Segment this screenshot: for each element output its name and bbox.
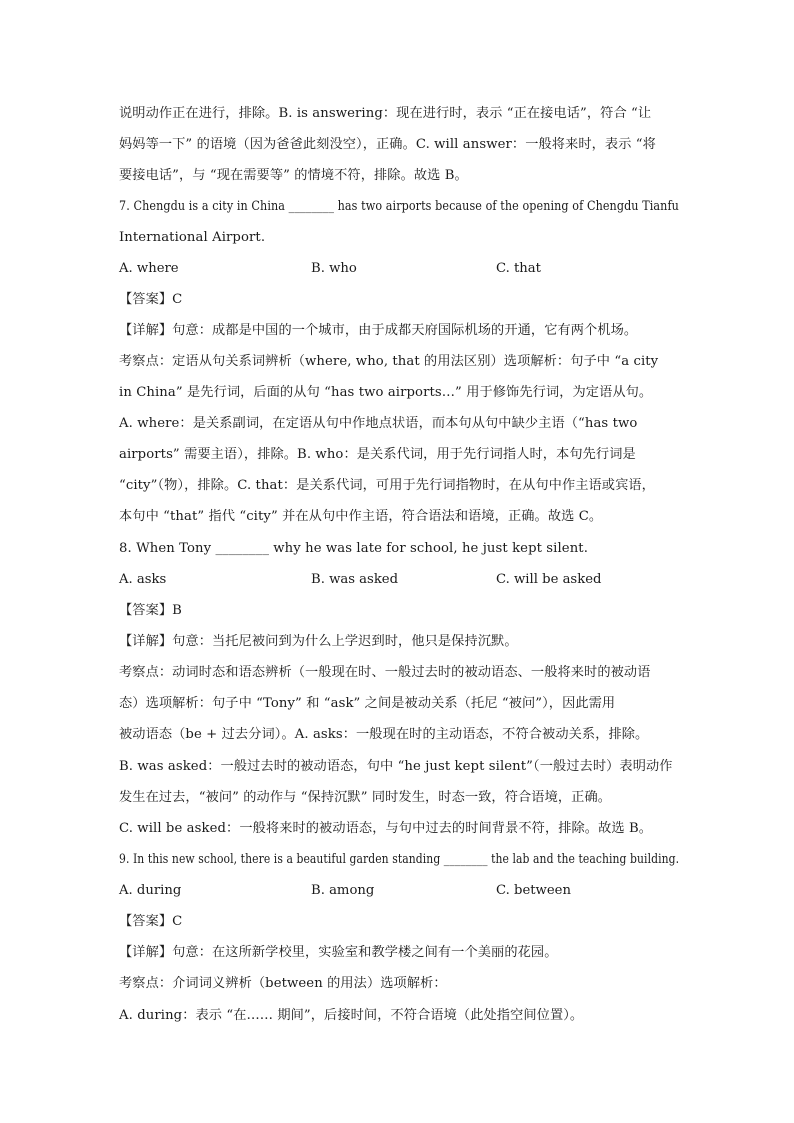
answer-label: 【答案】C [119, 292, 183, 307]
option-a: A. where [119, 261, 179, 276]
option-b: B. was asked [311, 572, 399, 587]
question-7-stem-cont: International Airport. [119, 230, 266, 245]
question-9-options [119, 882, 679, 900]
explanation-line: 本句中 “that” 指代 “city” 并在从句中作主语，符合语法和语境，正确。故选 C。 [119, 509, 603, 524]
answer-label: 【答案】C [119, 914, 183, 929]
explanation-line: 被动语态（be + 过去分词）。A. asks：一般现在时的主动语态，不符合被动关系，排除。 [119, 727, 649, 742]
explanation-line: “city”（物），排除。C. that：是关系代词，可用于先行词指物时，在从句中作主语或宾语， [119, 478, 655, 493]
explanation-line: 发生在过去，“被问” 的动作与 “保持沉默” 同时发生，时态一致，符合语境，正确。 [119, 790, 612, 805]
option-b: B. who [311, 261, 357, 276]
explanation-line: 考察点：动词时态和语态辨析（一般现在时、一般过去时的被动语态、一般将来时的被动语 [119, 665, 651, 680]
explanation-line: B. was asked：一般过去时的被动语态，句中 “he just kept silent”（一般过去时）表明动作 [119, 759, 673, 774]
option-a: A. asks [119, 572, 167, 587]
explanation-line: airports” 需要主语），排除。B. who：是关系代词，用于先行词指人时，本句先行词是 [119, 447, 636, 462]
explanation-line: 考察点：介词词义辨析（between 的用法）选项解析： [119, 976, 447, 991]
option-c: C. that [496, 261, 541, 276]
option-c: C. between [496, 883, 571, 898]
explanation-line: 【详解】句意：成都是中国的一个城市，由于成都天府国际机场的开通，它有两个机场。 [119, 323, 638, 338]
answer-label: 【答案】B [119, 603, 182, 618]
explanation-line: 考察点：定语从句关系词辨析（where, who, that 的用法区别）选项解析：句子中 “a city [119, 354, 659, 369]
text-line: 要接电话”，与 “现在需要等” 的情境不符，排除。故选 B。 [119, 168, 468, 183]
explanation-line: A. where：是关系副词，在定语从句中作地点状语，而本句从句中缺少主语（“has two [119, 416, 638, 431]
option-b: B. among [311, 883, 375, 898]
option-a: A. during [119, 883, 182, 898]
option-c: C. will be asked [496, 572, 602, 587]
explanation-line: in China” 是先行词，后面的从句 “has two airports…” 用于修饰先行词，为定语从句。 [119, 385, 653, 400]
question-7-stem: 7. Chengdu is a city in China ________ has two airports because of the opening of Chengdu Tianfu [119, 199, 679, 214]
explanation-line: C. will be asked：一般将来时的被动语态，与句中过去的时间背景不符，排除。故选 B。 [119, 821, 653, 836]
text-line: 说明动作正在进行，排除。B. is answering：现在进行时，表示 “正在接电话”，符合 “让 [119, 106, 652, 121]
explanation-line: 态）选项解析：句子中 “Tony” 和 “ask” 之间是被动关系（托尼 “被问”），因此需用 [119, 696, 616, 711]
text-line: 妈妈等一下” 的语境（因为爸爸此刻没空），正确。C. will answer：一般将来时，表示 “将 [119, 137, 656, 152]
question-8-stem: 8. When Tony ________ why he was late for school, he just kept silent. [119, 541, 588, 556]
question-9-stem: 9. In this new school, there is a beautiful garden standing ________ the lab and the teaching building. [119, 852, 680, 867]
question-8-options [119, 571, 679, 589]
explanation-line: 【详解】句意：当托尼被问到为什么上学迟到时，他只是保持沉默。 [119, 634, 518, 649]
explanation-line: 【详解】句意：在这所新学校里，实验室和教学楼之间有一个美丽的花园。 [119, 945, 558, 960]
explanation-line: A. during：表示 “在…… 期间”，后接时间，不符合语境（此处指空间位置）。 [119, 1008, 584, 1023]
question-7-options [119, 260, 679, 278]
